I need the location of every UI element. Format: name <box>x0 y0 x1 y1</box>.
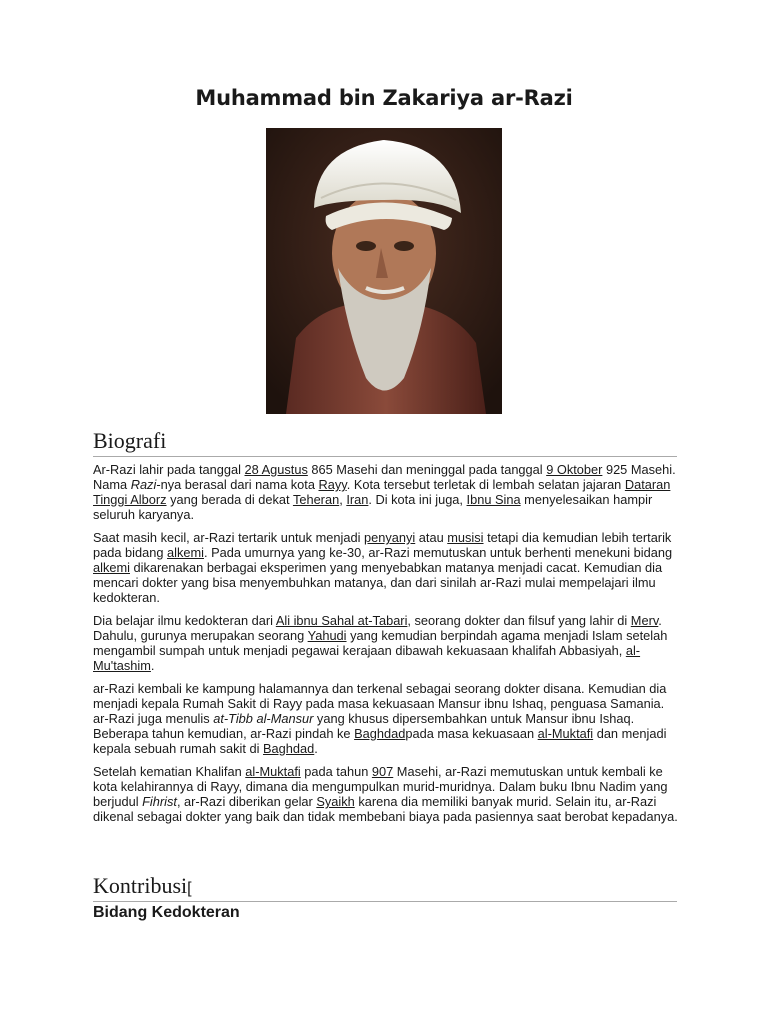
subheading-bidang-kedokteran: Bidang Kedokteran <box>93 904 240 921</box>
link-dataran-tinggi-alborz[interactable]: Dataran Tinggi Alborz <box>93 477 671 507</box>
link-alkemi[interactable]: alkemi <box>167 545 204 560</box>
link-iran[interactable]: Iran <box>346 492 369 507</box>
paragraph-2: Saat masih kecil, ar-Razi tertarik untuk menjadi penyanyi atau musisi tetapi dia kemudian lebih tertarik pada bidang alkemi. Pada umurnya yang ke-30, ar-Razi memutuskan untuk berhenti menekuni bidang alkemi dikarenakan berbagai eksperimen yang menyebabkan matanya menjadi cacat. Kemudian dia mencari dokter yang bisa menyembuhkan matanya, dan dari sinilah ar-Razi mulai mempelajari ilmu kedokteran. <box>93 530 673 605</box>
link-baghdad-2[interactable]: Baghdad <box>263 741 315 756</box>
edit-bracket: [ <box>187 880 192 897</box>
link-merv[interactable]: Merv <box>630 613 659 628</box>
link-ibnu-sina[interactable]: Ibnu Sina <box>466 492 521 507</box>
section-heading-biografi: Biografi <box>93 428 677 457</box>
link-al-mutashim[interactable]: al-Mu'tashim <box>93 643 641 673</box>
biography-content <box>93 462 679 832</box>
link-al-muktafi-2[interactable]: al-Muktafi <box>245 764 301 779</box>
link-penyanyi[interactable]: penyanyi <box>363 530 416 545</box>
section-heading-kontribusi: Kontribusi[ <box>93 873 677 902</box>
link-rayy[interactable]: Rayy <box>318 477 347 492</box>
link-baghdad[interactable]: Baghdad <box>354 726 406 741</box>
link-9-oktober[interactable]: 9 Oktober <box>546 462 603 477</box>
link-al-muktafi[interactable]: al-Muktafi <box>537 726 594 741</box>
link-907[interactable]: 907 <box>371 764 394 779</box>
link-musisi[interactable]: musisi <box>447 530 484 545</box>
link-ali-ibnu-sahal[interactable]: Ali ibnu Sahal at-Tabari <box>275 613 408 628</box>
link-syaikh[interactable]: Syaikh <box>316 794 355 809</box>
link-28-agustus[interactable]: 28 Agustus <box>244 462 308 477</box>
paragraph-4: ar-Razi kembali ke kampung halamannya dan terkenal sebagai seorang dokter disana. Kemudian dia menjadi kepala Rumah Sakit di Rayy pada masa kekuasaan Mansur ibnu Ishaq, penguasa Samania. ar-Razi juga menulis at-Tibb al-Mansur yang khusus dipersembahkan untuk Mansur ibnu Ishaq. Beberapa tahun kemudian, ar-Razi pindah ke Baghdadpada masa kekuasaan al-Muktafi dan menjadi kepala sebuah rumah sakit di Baghdad. <box>93 681 667 756</box>
link-teheran[interactable]: Teheran <box>292 492 340 507</box>
paragraph-1: Ar-Razi lahir pada tanggal 28 Agustus 865 Masehi dan meninggal pada tanggal 9 Oktober 925 Masehi. Nama Razi-nya berasal dari nama kota Rayy. Kota tersebut terletak di lembah selatan jajaran Dataran Tinggi Alborz yang berada di dekat Teheran, Iran. Di kota ini juga, Ibnu Sina menyelesaikan hampir seluruh karyanya. <box>93 462 676 522</box>
paragraph-5: Setelah kematian Khalifan al-Muktafi pada tahun 907 Masehi, ar-Razi memutuskan untuk kembali ke kota kelahirannya di Rayy, dimana dia mengumpulkan murid-muridnya. Dalam buku Ibnu Nadim yang berjudul Fihrist, ar-Razi diberikan gelar Syaikh karena dia memiliki banyak murid. Selain itu, ar-Razi dikenal sebagai dokter yang baik dan tidak membebani biaya pada pasiennya saat berobat kepadanya. <box>93 764 678 824</box>
page-title: Muhammad bin Zakariya ar-Razi <box>195 86 573 110</box>
link-alkemi-2[interactable]: alkemi <box>93 560 130 575</box>
portrait-image <box>266 128 502 414</box>
link-yahudi[interactable]: Yahudi <box>307 628 347 643</box>
paragraph-3: Dia belajar ilmu kedokteran dari Ali ibnu Sahal at-Tabari, seorang dokter dan filsuf yang lahir di Merv. Dahulu, gurunya merupakan seorang Yahudi yang kemudian berpindah agama menjadi Islam setelah mengambil sumpah untuk menjadi pegawai kerajaan dibawah kekuasaan khalifah Abbasiyah, al-Mu'tashim. <box>93 613 668 673</box>
